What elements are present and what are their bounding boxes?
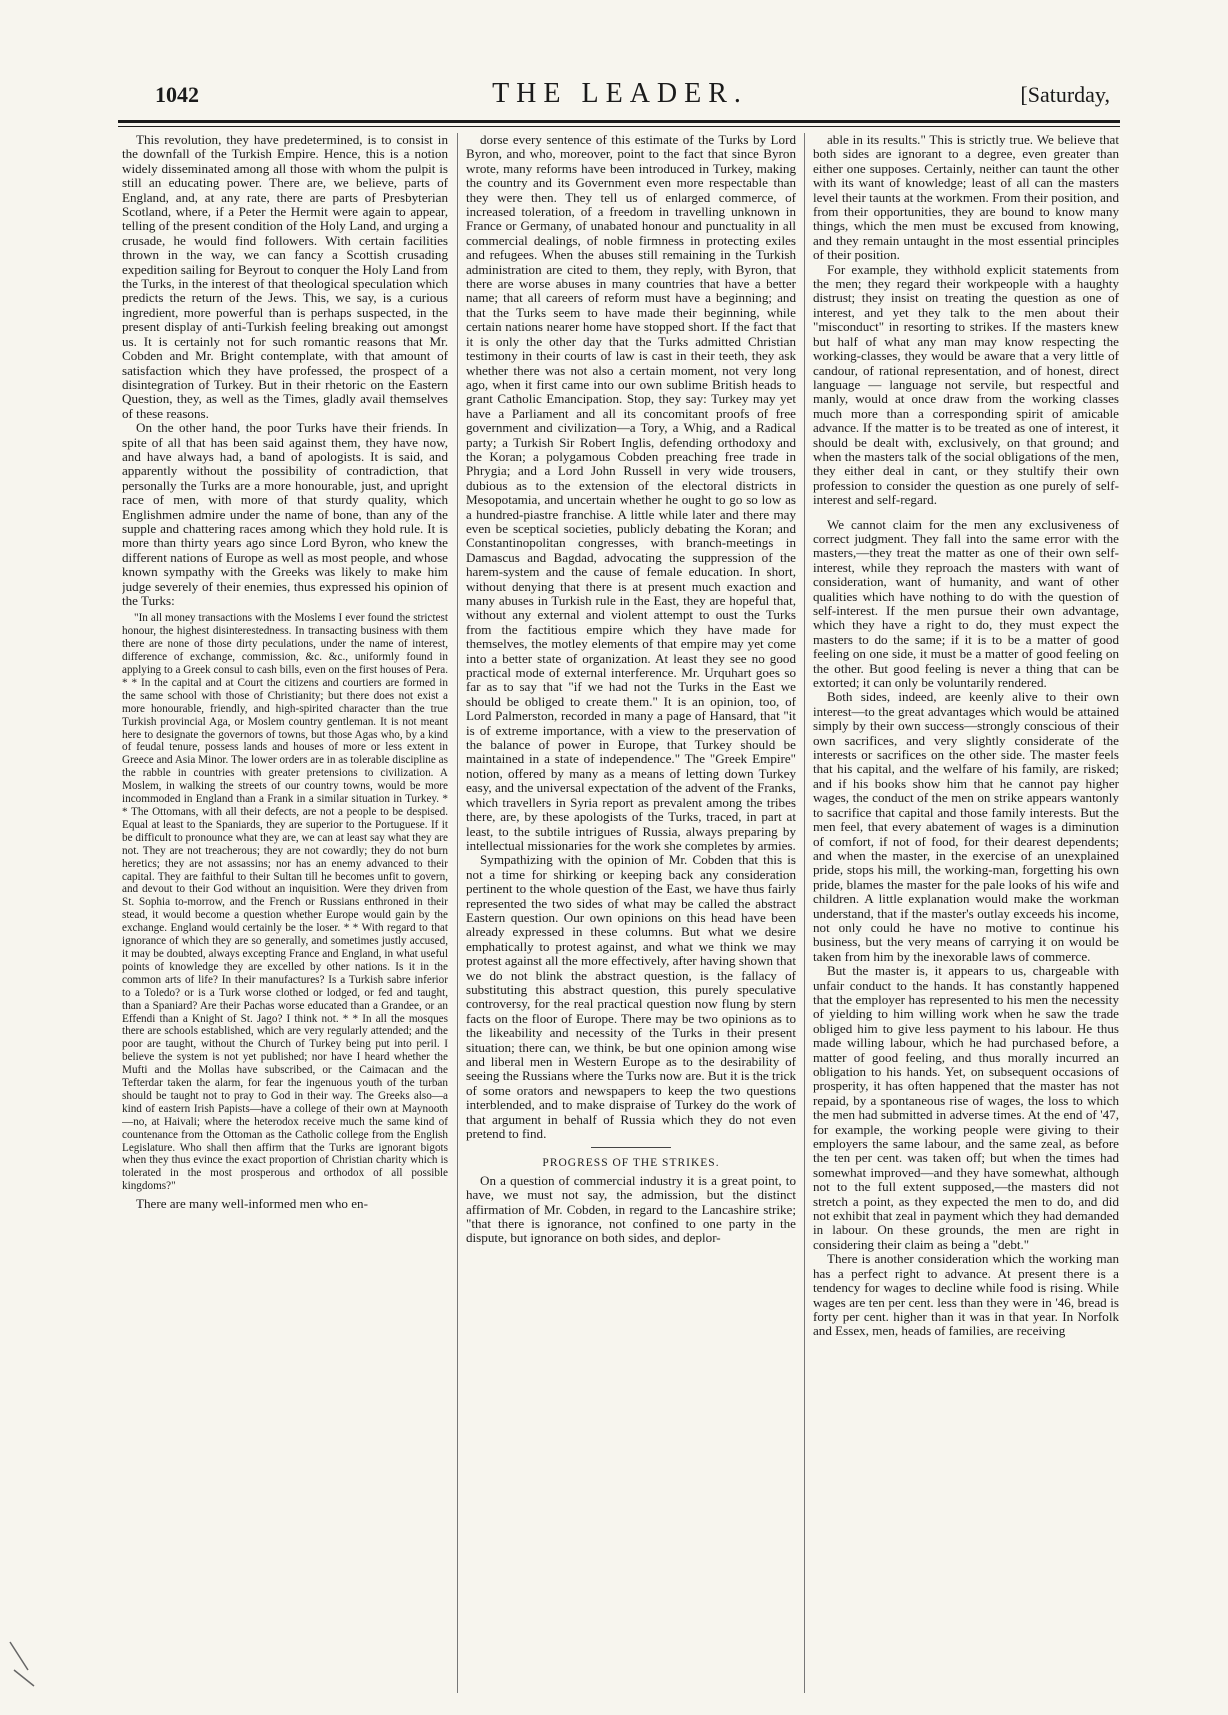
header-rule-thick (118, 120, 1120, 123)
paragraph: There are many well-informed men who en- (136, 1196, 368, 1212)
paragraph: This revolution, they have predetermined, is to consist in the downfall of the Turkish Empire. Hence, this is a notion widely disseminated among all those with whom the pulpit is still an educating power. There are, we believe, parts of England, and, at any rate, there are parts of Presbyterian Scotland, where, if a Peter the Hermit were again to appear, telling of the present condition of the Holy Land, and urging a crusade, he would find followers. With certain facilities thrown in the way, we can fancy a Scottish crusading expedition sailing for Beyrout to conquer the Holy Land from the Turks, in the interest of that theological speculation which predicts the return of the Jews. This, we say, is a curious ingredient, more powerful than is perhaps suspected, in the present display of anti-Turkish feeling breaking out amongst us. It is certainly not for such romantic reasons that Mr. Cobden and Mr. Bright contemplate, with that amount of satisfaction which they have professed, the prospect of a disintegration of Turkey. But in their rhetoric on the Eastern Question, they, as well as the Times, gladly avail themselves of these reasons. (122, 133, 448, 421)
paragraph: Both sides, indeed, are keenly alive to their own interest—to the great advantages which would be attained simply by their own success—strongly conscious of their own sacrifices, and very slightly considerate of the interests or sacrifices on the other side. The master feels that his capital, and the welfare of his family, are risked; and if his books show him that he cannot pay higher wages, the conduct of the men on strike appears wantonly to sacrifice that capital and those family interests. But the men feel, that every abatement of wages is a diminution of comfort, if not of food, for their dearest dependents; and when the master, in the exercise of an unexplained pride, stops his mill, the working-man, forgetting his own pride, blames the master for the pale looks of his wife and children. A little explanation would make the workman understand, that if the master's outlay exceeds his income, not only could he have no motive to continue his business, but the very means of carrying it on would be taken from him by the inexorable laws of commerce. (813, 689, 1119, 964)
issue-day: [Saturday, (1020, 82, 1110, 107)
column-3 (813, 133, 1119, 1693)
paragraph: But the master is, it appears to us, chargeable with unfair conduct to the hands. It has constantly happened that the employer has represented to his men the necessity of yielding to him willing work when he saw the trade obliged him to give less payment to his labour. He thus made willing labour, which he had purchased before, a matter of good feeling, and thus morally incurred an obligation to his hands. Yet, on subsequent occasions of prosperity, it has often happened that the master has not repaid, by a spontaneous rise of wages, the loss to which the men had submitted in adverse times. At the end of '47, for example, the working people were giving to their employers the same labour, and the same zeal, as before the ten per cent. was taken off; but when the times had somewhat improved—and they have somewhat, although not to the full extent supposed,—the masters did not stretch a point, as they expected the men to do, and did not exhibit that zeal in payment which they had demanded in labour. On these grounds, the men are right in considering their claim as being a "debt." (813, 963, 1119, 1252)
paragraph: dorse every sentence of this estimate of the Turks by Lord Byron, and who, moreover, point to the fact that since Byron wrote, many reforms have been introduced in Turkey, making the country and its Government even more respectable than they were then. They tell us of enlarged commerce, of increased toleration, of a freedom in travelling unknown in France or Germany, of unabated honour and punctuality in all commercial dealings, of noble firmness in protecting exiles and refugees. When the abuses still remaining in the Turkish administration are cited to them, they reply, with Byron, that there are worse abuses in many countries that have a better name; that all careers of reform must have a beginning; and that the Turks seem to have made their beginning, while certain nations nearer home have stopped short. If the fact that it is only the other day that the Turks admitted Christian testimony in their courts of law is cast in their teeth, they ask whether there was not also a certain moment, not very long ago, when it first came into our own sublime British heads to grant Catholic Emancipation. Stop, they say: Turkey may yet have a Parliament and all its concomitant proofs of free government and civilization—a Tory, a Whig, and a Radical party; a Turkish Sir Robert Inglis, defending orthodoxy and the Koran; a polygamous Cobden preaching free trade in Phrygia; and a Lord John Russell in very wide trousers, dubious as to the extension of the electoral districts in Mesopotamia, and uncertain whether he ought to go so low as a hundred-piastre franchise. A little while later and there may even be sceptical societies, publicly debating the Koran; and Constantinopolitan congresses, with branch-meetings in Damascus and Bagdad, advocating the suppression of the harem-system and the cause of female education. In short, without denying that there is at present much exaction and many abuses in Turkish rule in the East, they are hopeful that, without any external and violent attempt to oust the Turks from the factitious empire which they have made for themselves, the motley elements of that empire may yet come into a better state of organization. At least they see no good practical mode of external interference. Mr. Urquhart goes so far as to say that "if we had not the Turks in the East we should be obliged to create them." It is an opinion, too, of Lord Palmerston, recorded in many a page of Hansard, that "it is of extreme importance, with a view to the preservation of the balance of power in Europe, that Turkey should be maintained in a state of independence." The "Greek Empire" notion, offered by many as a means of letting down Turkey easy, and the universal expectation of the advent of the Franks, which travellers in Syria report as prevalent among the tribes there, are, by these apologists of the Turks, traced, in part at least, to the subtile intrigues of Russia, always preparing by intellectual missionaries for the work she completes by armies. (466, 133, 796, 853)
column-divider (457, 133, 458, 1693)
paragraph: On the other hand, the poor Turks have their friends. In spite of all that has been said against them, they have now, and have always had, a band of apologists. It is said, and apparently without the possibility of contradiction, that personally the Turks are a more honourable, just, and upright race of men, with more of that sturdy quality, which Englishmen admire under the name of bone, than any of the supple and chattering races among which they hold rule. It is more than thirty years ago since Lord Byron, who knew the different nations of Europe as well as most people, and whose known sympathy with the Greeks was likely to make him judge severely of their enemies, thus expressed his opinion of the Turks: (122, 420, 448, 608)
paragraph: able in its results." This is strictly true. We believe that both sides are ignorant to a degree, even greater than either one supposes. Certainly, neither can taunt the other with its want of knowledge; least of all can the masters level their taunts at the workmen. From their position, and from their opportunities, they are bound to know many things, which the men must be excused from knowing, and they remain untaught in the most essential principles of their position. (813, 133, 1119, 263)
paragraph: We cannot claim for the men any exclusiveness of correct judgment. They fall into the same error with the masters,—they treat the matter as one of their own self-interest, while they reproach the masters with want of consideration, want of humanity, and want of other qualities which have nothing to do with the question of self-interest. If the men pursue their own advantage, which they have a right to do, they must expect the masters to do the same; if it is to be a matter of good feeling on one side, it must be a matter of good feeling on the other. But good feeling is never a thing that can be extorted; it can only be voluntarily rendered. (813, 516, 1119, 691)
column-divider (804, 133, 805, 1693)
paragraph: For example, they withhold explicit statements from the men; they regard their workpeople with a haughty distrust; they insist on treating the question as one of interest, and yet they talk to the men about their "misconduct" in resorting to strikes. If the masters knew but half of what any man may know respecting the working-classes, they would be aware that a very little of candour, of rational representation, and of honest, direct language — language not servile, but respectful and manly, would at once draw from the working classes much more than a corresponding spirit of amicable advance. If the matter is to be treated as one of interest, it should be dealt with, exclusively, on that ground; and when the masters talk of the social obligations of the men, they either deal in cant, or they stultify their own profession to consider the question as one purely of self-interest and self-regard. (813, 261, 1119, 508)
quotation-text: "In all money transactions with the Moslems I ever found the strictest honour, the highest disinterestedness. In transacting business with them there are none of those dirty peculations, under the name of interest, difference of exchange, commission, &c. &c., uniformly found in applying to a Greek consul to cash bills, even on the first houses of Pera. * * In the capital and at Court the citizens and courtiers are formed in the same school with those of Christianity; but there does not exist a more honourable, friendly, and high-spirited character than the true Turkish provincial Aga, or Moslem country gentleman. It is not meant here to designate the governors of towns, but those Agas who, by a kind of feudal tenure, possess lands and houses of more or less extent in Greece and Asia Minor. The lower orders are in as tolerable discipline as the rabble in countries with greater pretensions to civilization. A Moslem, in walking the streets of our country towns, would be more incommoded in England than a Frank in a similar situation in Turkey. * * The Ottomans, with all their defects, are not a people to be despised. Equal at least to the Spaniards, they are superior to the Portuguese. If it be difficult to pronounce what they are, we can at least say what they are not. They are not treacherous; they are not cowardly; they do not burn heretics; they are not assassins; nor has an enemy advanced to their capital. They are faithful to their Sultan till he becomes unfit to govern, and devout to their God without an inquisition. Were they driven from St. Sophia to-morrow, and the French or Russians enthroned in their stead, it would become a question whether Europe would gain by the exchange. England would certainly be the loser. * * With regard to that ignorance of which they are so generally, and sometimes justly accused, it may be doubted, always excepting France and England, in what useful points of knowledge they are excelled by other nations. Is it in the common arts of life? In their manufactures? Is a Turkish sabre inferior to a Toledo? or is a Turk worse clothed or lodged, or fed and taught, than a Spaniard? Are their Pachas worse educated than a Grandee, or an Effendi than a Knight of St. Jago? I think not. * * In all the mosques there are schools established, which are very regularly attended; and the poor are taught, without the Church of Turkey being put into peril. I believe the system is not yet published; nor have I heard whether the Mufti and the Mollas have subscribed, or the Caimacan and the Tefterdar taken the alarm, for fear the ingenuous youth of the turban should be taught not to pray to God in their way. The Greeks also—a kind of eastern Irish Papists—have a college of their own at Maynooth—no, at Haivali; where the heterodox receive much the same kind of countenance from the Ottoman as the Catholic college from the English Legislature. Who shall then affirm that the Turks are ignorant bigots when they thus evince the exact proportion of Christian charity which is tolerated in the most prosperous and orthodox of all possible kingdoms?" (122, 612, 448, 1193)
header-rule-thin (118, 126, 1120, 127)
paragraph: There is another consideration which the working man has a perfect right to advance. At present there is a tendency for wages to decline while food is rising. While wages are ten per cent. less than they were in '46, bread is forty per cent. higher than it was in that year. In Norfolk and Essex, men, heads of families, are receiving (813, 1251, 1119, 1339)
paragraph: Sympathizing with the opinion of Mr. Cobden that this is not a time for shirking or keeping back any consideration pertinent to the whole question of the East, we have thus fairly represented the two sides of what may be called the abstract Eastern question. Our own opinions on this head have been already expressed in these columns. But what we desire emphatically to protest against, and what we think we may protest against all the more effectively, after having shown that we do not blink the abstract question, is the fallacy of substituting this abstract question, this purely speculative controversy, for the real practical question now flung by stern facts on the floor of Europe. There may be two opinions as to the likeability and necessity of the Turks in their present situation; there can, we think, be but one opinion among wise and liberal men in Western Europe as to the desirability of seeing the Russians where the Turks now are. But it is the trick of some orators and newspapers to keep the two questions interblended, and to make dispraise of Turkey do the work of that argument in behalf of Russia which they do not even pretend to find. (466, 852, 796, 1142)
paragraph: On a question of commercial industry it is a great point, to have, we must not say, the admission, but the distinct affirmation of Mr. Cobden, in regard to the Lancashire strike; "that there is ignorance, not confined to one party in the dispute, but ignorance on both sides, and deplor- (466, 1172, 796, 1246)
newspaper-title: THE LEADER. (492, 78, 748, 109)
page-number: 1042 (155, 82, 199, 107)
column-2 (466, 133, 796, 1693)
column-1 (122, 133, 448, 1693)
byron-quotation (122, 612, 448, 1193)
section-rule (591, 1147, 671, 1148)
section-headline: PROGRESS OF THE STRIKES. (542, 1157, 720, 1170)
scan-artifact-icon (8, 1640, 36, 1690)
masthead (120, 78, 1120, 118)
